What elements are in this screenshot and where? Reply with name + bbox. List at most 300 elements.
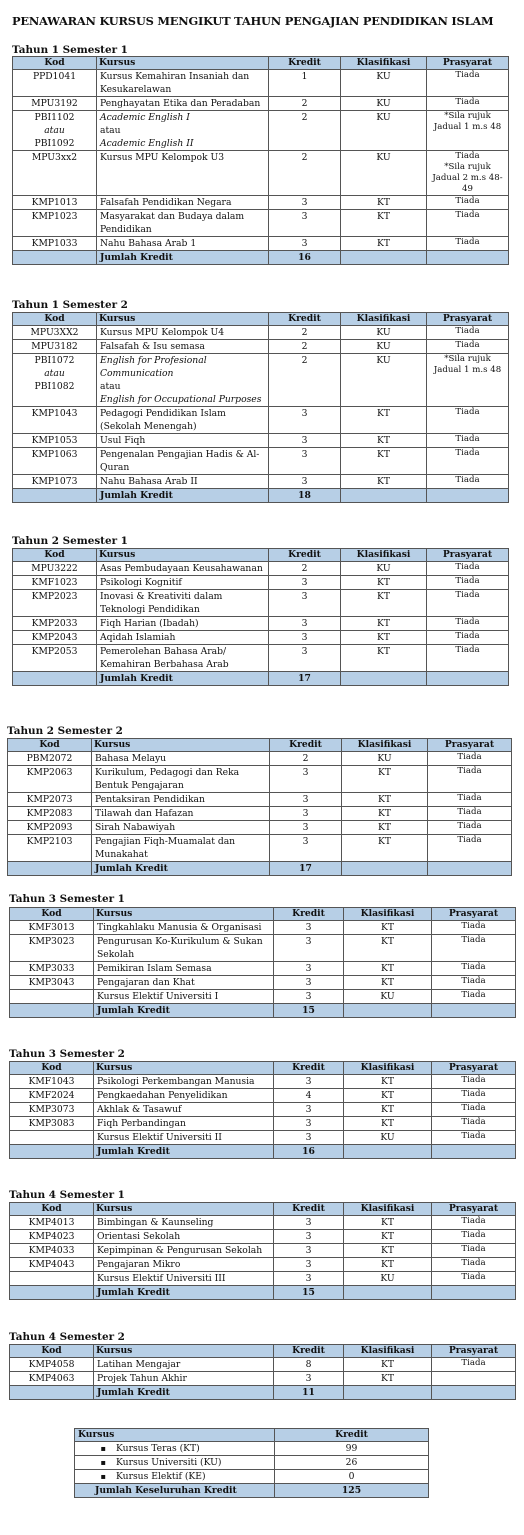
course-code-line: KMP2073 xyxy=(26,794,73,805)
total-row xyxy=(10,1004,516,1018)
prerequisite-line: Tiada xyxy=(457,766,482,776)
course-name-line: Pengkaedahan Penyelidikan xyxy=(97,1090,228,1101)
course-code-line: PBM2072 xyxy=(26,753,73,764)
prerequisite-line: *Sila rujuk Jadual 2 m.s 48-49 xyxy=(432,162,503,194)
course-code-line: KMP3023 xyxy=(28,936,75,947)
prerequisite-line: Tiada xyxy=(455,645,480,655)
course-code-line: KMP3073 xyxy=(28,1104,75,1115)
course-classification: KT xyxy=(344,1372,432,1386)
course-credit: 3 xyxy=(274,1131,344,1145)
course-prerequisite xyxy=(428,752,512,766)
col-header-kursus: Kursus xyxy=(94,1203,274,1216)
course-code-line: KMP1043 xyxy=(31,408,78,419)
course-code xyxy=(10,976,94,990)
course-credit: 3 xyxy=(274,962,344,976)
course-table xyxy=(9,907,516,1018)
table-row xyxy=(10,1372,516,1386)
semester-title: Tahun 1 Semester 2 xyxy=(12,299,128,311)
course-name-line: Pentaksiran Pendidikan xyxy=(95,794,205,805)
table-row xyxy=(10,1358,516,1372)
course-classification: KT xyxy=(344,1075,432,1089)
semester-title: Tahun 2 Semester 1 xyxy=(12,535,128,547)
total-empty-cell xyxy=(432,1004,516,1018)
prerequisite-line: Tiada xyxy=(461,1358,486,1368)
course-code-line: KMP4033 xyxy=(28,1245,75,1256)
col-header-kod: Kod xyxy=(10,908,94,921)
course-code xyxy=(13,151,97,196)
summary-row xyxy=(75,1456,429,1470)
table-header-row xyxy=(10,1062,516,1075)
table-row xyxy=(13,590,509,617)
col-header-kursus: Kursus xyxy=(92,739,270,752)
table-row xyxy=(13,576,509,590)
col-header-kod: Kod xyxy=(8,739,92,752)
course-name xyxy=(97,576,269,590)
course-name-line: Bahasa Melayu xyxy=(95,753,167,764)
table-header-row xyxy=(10,1345,516,1358)
table-row xyxy=(10,976,516,990)
total-credit: 18 xyxy=(269,489,341,503)
course-name xyxy=(97,448,269,475)
col-header-kredit: Kredit xyxy=(269,57,341,70)
col-header-prasyarat: Prasyarat xyxy=(432,1345,516,1358)
course-name xyxy=(97,475,269,489)
course-code-line: PBI1102 xyxy=(34,112,75,123)
course-classification: KT xyxy=(344,962,432,976)
course-code xyxy=(13,475,97,489)
col-header-kredit: Kredit xyxy=(274,908,344,921)
course-code-line: MPU3222 xyxy=(31,563,78,574)
course-name xyxy=(97,354,269,407)
course-code-line: KMF3013 xyxy=(28,922,75,933)
course-credit: 2 xyxy=(269,151,341,196)
course-name xyxy=(97,617,269,631)
total-row xyxy=(13,489,509,503)
course-code-line: KMP4043 xyxy=(28,1259,75,1270)
course-table xyxy=(7,738,512,876)
col-header-kod: Kod xyxy=(10,1203,94,1216)
table-row xyxy=(13,151,509,196)
table-row xyxy=(10,1216,516,1230)
summary-header-kredit: Kredit xyxy=(275,1429,429,1442)
course-code-line: KMP3033 xyxy=(28,963,75,974)
course-classification: KU xyxy=(344,1131,432,1145)
course-name xyxy=(92,821,270,835)
course-classification: KT xyxy=(342,766,428,793)
col-header-prasyarat: Prasyarat xyxy=(427,549,509,562)
course-name-line: Pengajian Fiqh-Muamalat dan Munakahat xyxy=(95,836,236,860)
course-name xyxy=(94,1216,274,1230)
course-credit: 2 xyxy=(269,340,341,354)
col-header-klasifikasi: Klasifikasi xyxy=(344,1062,432,1075)
course-name-line: Academic English II xyxy=(100,138,194,149)
course-code-line: KMP1033 xyxy=(31,238,78,249)
course-prerequisite xyxy=(427,645,509,672)
course-code-line: KMP1013 xyxy=(31,197,78,208)
course-prerequisite xyxy=(432,1244,516,1258)
course-name xyxy=(94,935,274,962)
course-prerequisite xyxy=(432,962,516,976)
table-row xyxy=(13,631,509,645)
col-header-kursus: Kursus xyxy=(97,313,269,326)
course-code xyxy=(8,752,92,766)
prerequisite-line: *Sila rujuk Jadual 1 m.s 48 xyxy=(433,111,502,132)
bullet-icon: ▪ xyxy=(100,1458,106,1467)
summary-label-cell xyxy=(75,1470,275,1484)
total-row xyxy=(10,1145,516,1159)
course-classification: KU xyxy=(341,151,427,196)
course-credit: 3 xyxy=(270,835,342,862)
table-row xyxy=(10,1230,516,1244)
course-name-line: Masyarakat dan Budaya dalam Pendidikan xyxy=(100,211,245,235)
course-name xyxy=(97,434,269,448)
col-header-prasyarat: Prasyarat xyxy=(427,57,509,70)
course-credit: 3 xyxy=(269,407,341,434)
total-empty-cell xyxy=(10,1286,94,1300)
course-prerequisite xyxy=(432,1358,516,1372)
semester-title: Tahun 3 Semester 2 xyxy=(9,1048,125,1060)
total-empty-cell xyxy=(342,862,428,876)
total-credit: 17 xyxy=(270,862,342,876)
course-code xyxy=(13,576,97,590)
course-code xyxy=(10,1131,94,1145)
course-classification: KT xyxy=(341,617,427,631)
prerequisite-line: Tiada xyxy=(455,196,480,206)
course-name-line: Kurikulum, Pedagogi dan Reka Bentuk Pengajaran xyxy=(95,767,240,791)
table-row xyxy=(8,752,512,766)
course-credit: 3 xyxy=(274,1258,344,1272)
course-prerequisite xyxy=(432,1272,516,1286)
course-code xyxy=(13,562,97,576)
summary-row xyxy=(75,1470,429,1484)
course-code xyxy=(13,448,97,475)
course-name xyxy=(94,1089,274,1103)
course-code xyxy=(10,1103,94,1117)
course-classification: KT xyxy=(344,1103,432,1117)
course-name-line: Penghayatan Etika dan Peradaban xyxy=(100,98,261,109)
course-classification: KU xyxy=(341,562,427,576)
prerequisite-line: Tiada xyxy=(457,821,482,831)
course-code xyxy=(13,111,97,151)
course-code xyxy=(10,935,94,962)
course-code xyxy=(10,1089,94,1103)
course-name-line: Tilawah dan Hafazan xyxy=(95,808,194,819)
prerequisite-line: Tiada xyxy=(455,576,480,586)
col-header-klasifikasi: Klasifikasi xyxy=(344,1203,432,1216)
course-prerequisite xyxy=(427,631,509,645)
col-header-kursus: Kursus xyxy=(94,1345,274,1358)
prerequisite-line: Tiada xyxy=(457,793,482,803)
prerequisite-line: Tiada xyxy=(461,1272,486,1282)
course-prerequisite xyxy=(427,237,509,251)
course-prerequisite xyxy=(428,835,512,862)
prerequisite-line: Tiada xyxy=(461,1089,486,1099)
prerequisite-line: Tiada xyxy=(461,1230,486,1240)
course-code xyxy=(13,354,97,407)
col-header-klasifikasi: Klasifikasi xyxy=(344,908,432,921)
course-code-line: KMP2093 xyxy=(26,822,73,833)
course-prerequisite xyxy=(427,111,509,151)
course-name xyxy=(97,645,269,672)
course-credit: 2 xyxy=(269,562,341,576)
prerequisite-line: Tiada xyxy=(461,976,486,986)
course-prerequisite xyxy=(427,617,509,631)
course-prerequisite xyxy=(432,1075,516,1089)
total-label: Jumlah Kredit xyxy=(94,1286,274,1300)
course-code-line: PPD1041 xyxy=(32,71,77,82)
course-name xyxy=(92,807,270,821)
course-code-line: MPU3192 xyxy=(31,98,78,109)
course-classification: KU xyxy=(344,990,432,1004)
total-empty-cell xyxy=(13,251,97,265)
course-code-line: KMP1053 xyxy=(31,435,78,446)
course-name-line: Pengenalan Pengajian Hadis & Al-Quran xyxy=(100,449,260,473)
course-classification: KT xyxy=(342,835,428,862)
course-prerequisite xyxy=(427,590,509,617)
course-credit: 3 xyxy=(274,1117,344,1131)
semester-title: Tahun 1 Semester 1 xyxy=(12,44,128,56)
prerequisite-line: Tiada xyxy=(461,1075,486,1085)
course-name-line: Nahu Bahasa Arab 1 xyxy=(100,238,197,249)
prerequisite-line: Tiada xyxy=(457,807,482,817)
course-credit: 2 xyxy=(269,326,341,340)
course-name-line: atau xyxy=(100,125,121,136)
course-prerequisite xyxy=(428,807,512,821)
course-name-line: Psikologi Perkembangan Manusia xyxy=(97,1076,255,1087)
course-code-line: KMP4023 xyxy=(28,1231,75,1242)
summary-total-credit: 125 xyxy=(275,1484,429,1498)
prerequisite-line: Tiada xyxy=(455,97,480,107)
table-row xyxy=(13,354,509,407)
course-code xyxy=(13,196,97,210)
course-code xyxy=(8,766,92,793)
course-code xyxy=(13,97,97,111)
course-classification: KT xyxy=(341,448,427,475)
course-name xyxy=(97,631,269,645)
prerequisite-line: Tiada xyxy=(457,752,482,762)
col-header-kod: Kod xyxy=(10,1062,94,1075)
course-credit: 3 xyxy=(269,631,341,645)
course-table xyxy=(9,1344,516,1400)
course-prerequisite xyxy=(428,766,512,793)
course-classification: KU xyxy=(341,111,427,151)
course-code-line: atau xyxy=(44,125,65,136)
course-code-line: KMP4058 xyxy=(28,1359,75,1370)
table-row xyxy=(13,562,509,576)
course-name xyxy=(97,151,269,196)
course-prerequisite xyxy=(428,793,512,807)
col-header-kredit: Kredit xyxy=(274,1062,344,1075)
course-classification: KT xyxy=(344,1117,432,1131)
course-code-line: KMP4013 xyxy=(28,1217,75,1228)
total-label: Jumlah Kredit xyxy=(97,672,269,686)
course-name xyxy=(97,340,269,354)
course-classification: KU xyxy=(341,354,427,407)
course-name-line: atau xyxy=(100,381,121,392)
total-empty-cell xyxy=(10,1386,94,1400)
course-classification: KT xyxy=(341,645,427,672)
course-credit: 3 xyxy=(269,210,341,237)
semester-title: Tahun 3 Semester 1 xyxy=(9,893,125,905)
course-code xyxy=(8,835,92,862)
summary-credit: 0 xyxy=(275,1470,429,1484)
course-code xyxy=(10,1117,94,1131)
course-name-line: English for Occupational Purposes xyxy=(100,394,262,405)
summary-row xyxy=(75,1442,429,1456)
table-row xyxy=(8,807,512,821)
col-header-kod: Kod xyxy=(13,549,97,562)
course-name-line: Usul Fiqh xyxy=(100,435,146,446)
course-credit: 2 xyxy=(269,111,341,151)
course-classification: KT xyxy=(341,631,427,645)
course-classification: KT xyxy=(344,1230,432,1244)
course-name-line: Orientasi Sekolah xyxy=(97,1231,181,1242)
course-name xyxy=(94,976,274,990)
table-row xyxy=(10,1117,516,1131)
total-credit: 15 xyxy=(274,1004,344,1018)
course-name xyxy=(97,237,269,251)
bullet-icon: ▪ xyxy=(100,1472,106,1481)
summary-header-row xyxy=(75,1429,429,1442)
course-classification: KT xyxy=(342,807,428,821)
course-prerequisite xyxy=(427,576,509,590)
course-credit: 3 xyxy=(270,793,342,807)
course-prerequisite xyxy=(427,448,509,475)
total-empty-cell xyxy=(344,1004,432,1018)
total-credit: 11 xyxy=(274,1386,344,1400)
col-header-kod: Kod xyxy=(13,57,97,70)
total-empty-cell xyxy=(8,862,92,876)
prerequisite-line: Tiada xyxy=(455,210,480,220)
course-classification: KT xyxy=(344,1258,432,1272)
course-name xyxy=(97,407,269,434)
prerequisite-line: Tiada xyxy=(455,70,480,80)
table-row xyxy=(10,1244,516,1258)
course-credit: 3 xyxy=(274,1075,344,1089)
course-classification: KU xyxy=(341,97,427,111)
table-header-row xyxy=(13,57,509,70)
table-row xyxy=(8,766,512,793)
total-empty-cell xyxy=(13,672,97,686)
course-classification: KT xyxy=(342,793,428,807)
course-code xyxy=(10,1258,94,1272)
course-prerequisite xyxy=(432,935,516,962)
course-code xyxy=(13,340,97,354)
course-credit: 3 xyxy=(274,935,344,962)
course-code-line: PBI1092 xyxy=(34,138,75,149)
course-name xyxy=(94,1230,274,1244)
total-row xyxy=(8,862,512,876)
course-code-line: PBI1082 xyxy=(34,381,75,392)
col-header-kursus: Kursus xyxy=(94,908,274,921)
course-credit: 3 xyxy=(269,448,341,475)
prerequisite-line: Tiada xyxy=(455,151,480,161)
course-name-line: Fiqh Harian (Ibadah) xyxy=(100,618,199,629)
course-code xyxy=(13,434,97,448)
course-code xyxy=(10,1272,94,1286)
total-row xyxy=(10,1286,516,1300)
table-row xyxy=(10,1131,516,1145)
course-classification: KT xyxy=(341,576,427,590)
course-classification: KT xyxy=(344,1244,432,1258)
table-row xyxy=(13,111,509,151)
course-name xyxy=(94,1258,274,1272)
course-name xyxy=(97,111,269,151)
prerequisite-line: Tiada xyxy=(461,962,486,972)
course-code-line: KMP2103 xyxy=(26,836,73,847)
course-code xyxy=(10,1230,94,1244)
summary-header-kursus: Kursus xyxy=(75,1429,275,1442)
course-classification: KT xyxy=(341,196,427,210)
course-name xyxy=(94,1358,274,1372)
course-prerequisite xyxy=(432,976,516,990)
total-empty-cell xyxy=(341,672,427,686)
total-empty-cell xyxy=(432,1286,516,1300)
course-code xyxy=(10,1358,94,1372)
prerequisite-line: *Sila rujuk Jadual 1 m.s 48 xyxy=(433,354,502,375)
course-classification: KT xyxy=(341,590,427,617)
course-classification: KU xyxy=(342,752,428,766)
course-code-line: KMP2033 xyxy=(31,618,78,629)
course-classification: KU xyxy=(341,70,427,97)
col-header-prasyarat: Prasyarat xyxy=(432,1203,516,1216)
table-row xyxy=(13,97,509,111)
credit-summary-table xyxy=(74,1428,429,1498)
course-code xyxy=(10,1244,94,1258)
total-empty-cell xyxy=(427,251,509,265)
table-row xyxy=(13,340,509,354)
total-empty-cell xyxy=(13,489,97,503)
course-code xyxy=(13,407,97,434)
total-empty-cell xyxy=(427,672,509,686)
course-classification: KT xyxy=(342,821,428,835)
course-classification: KT xyxy=(341,434,427,448)
col-header-kredit: Kredit xyxy=(270,739,342,752)
col-header-prasyarat: Prasyarat xyxy=(432,1062,516,1075)
total-label: Jumlah Kredit xyxy=(94,1386,274,1400)
course-table xyxy=(9,1202,516,1300)
prerequisite-line: Tiada xyxy=(455,407,480,417)
course-credit: 2 xyxy=(269,97,341,111)
course-table xyxy=(12,312,509,503)
table-header-row xyxy=(10,908,516,921)
course-classification: KT xyxy=(344,1358,432,1372)
course-classification: KT xyxy=(341,237,427,251)
col-header-kursus: Kursus xyxy=(97,57,269,70)
course-code-line: atau xyxy=(44,368,65,379)
course-credit: 3 xyxy=(269,645,341,672)
summary-credit: 26 xyxy=(275,1456,429,1470)
course-name-line: Pemerolehan Bahasa Arab/ Kemahiran Berbahasa Arab xyxy=(100,646,229,670)
course-code-line: KMP2043 xyxy=(31,632,78,643)
course-classification: KT xyxy=(341,475,427,489)
course-prerequisite xyxy=(427,434,509,448)
course-prerequisite xyxy=(432,1117,516,1131)
course-credit: 3 xyxy=(269,475,341,489)
course-code-line: KMF1023 xyxy=(31,577,78,588)
course-classification: KT xyxy=(344,935,432,962)
course-credit: 3 xyxy=(274,1216,344,1230)
course-credit: 3 xyxy=(274,1103,344,1117)
course-name-line: Fiqh Perbandingan xyxy=(97,1118,186,1129)
total-credit: 16 xyxy=(274,1145,344,1159)
course-name xyxy=(97,196,269,210)
col-header-klasifikasi: Klasifikasi xyxy=(342,739,428,752)
prerequisite-line: Tiada xyxy=(455,434,480,444)
total-empty-cell xyxy=(344,1286,432,1300)
table-row xyxy=(13,237,509,251)
total-empty-cell xyxy=(10,1004,94,1018)
